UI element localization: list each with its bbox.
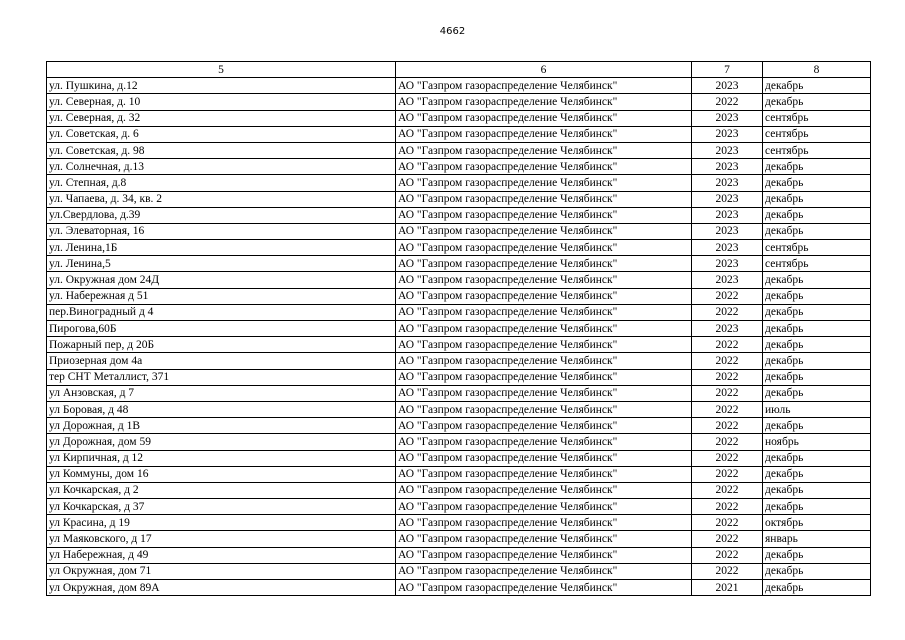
address-cell: ул Кочкарская, д 37 — [47, 499, 396, 515]
year-cell: 2023 — [692, 207, 763, 223]
column-header-year: 7 — [692, 62, 763, 78]
organization-cell: АО "Газпром газораспределение Челябинск" — [396, 580, 692, 596]
month-cell: декабрь — [763, 499, 871, 515]
address-cell: Пирогова,60Б — [47, 321, 396, 337]
year-cell: 2022 — [692, 547, 763, 563]
month-cell: декабрь — [763, 369, 871, 385]
year-cell: 2023 — [692, 223, 763, 239]
table-body — [47, 78, 871, 596]
table-row — [47, 207, 871, 223]
address-cell: ул. Ленина,5 — [47, 256, 396, 272]
table-row — [47, 482, 871, 498]
table-row — [47, 337, 871, 353]
table-row — [47, 385, 871, 401]
table-row — [47, 272, 871, 288]
organization-cell: АО "Газпром газораспределение Челябинск" — [396, 159, 692, 175]
table-row — [47, 110, 871, 126]
address-cell: Пожарный пер, д 20Б — [47, 337, 396, 353]
year-cell: 2023 — [692, 256, 763, 272]
year-cell: 2022 — [692, 466, 763, 482]
address-cell: ул. Пушкина, д.12 — [47, 78, 396, 94]
month-cell: январь — [763, 531, 871, 547]
organization-cell: АО "Газпром газораспределение Челябинск" — [396, 482, 692, 498]
organization-cell: АО "Газпром газораспределение Челябинск" — [396, 288, 692, 304]
month-cell: ноябрь — [763, 434, 871, 450]
year-cell: 2022 — [692, 385, 763, 401]
registry-table — [46, 61, 871, 596]
table-row — [47, 321, 871, 337]
address-cell: Приозерная дом 4а — [47, 353, 396, 369]
table-row — [47, 515, 871, 531]
year-cell: 2023 — [692, 321, 763, 337]
month-cell: декабрь — [763, 94, 871, 110]
table-row — [47, 175, 871, 191]
month-cell: декабрь — [763, 580, 871, 596]
year-cell: 2022 — [692, 531, 763, 547]
organization-cell: АО "Газпром газораспределение Челябинск" — [396, 207, 692, 223]
table-row — [47, 466, 871, 482]
month-cell: декабрь — [763, 288, 871, 304]
organization-cell: АО "Газпром газораспределение Челябинск" — [396, 547, 692, 563]
month-cell: декабрь — [763, 482, 871, 498]
organization-cell: АО "Газпром газораспределение Челябинск" — [396, 369, 692, 385]
month-cell: сентябрь — [763, 142, 871, 158]
year-cell: 2023 — [692, 240, 763, 256]
organization-cell: АО "Газпром газораспределение Челябинск" — [396, 321, 692, 337]
table-row — [47, 531, 871, 547]
column-header-month: 8 — [763, 62, 871, 78]
year-cell: 2022 — [692, 94, 763, 110]
year-cell: 2022 — [692, 450, 763, 466]
year-cell: 2023 — [692, 175, 763, 191]
month-cell: декабрь — [763, 223, 871, 239]
year-cell: 2022 — [692, 304, 763, 320]
address-cell: ул. Окружная дом 24Д — [47, 272, 396, 288]
year-cell: 2022 — [692, 369, 763, 385]
month-cell: декабрь — [763, 547, 871, 563]
month-cell: сентябрь — [763, 256, 871, 272]
organization-cell: АО "Газпром газораспределение Челябинск" — [396, 272, 692, 288]
organization-cell: АО "Газпром газораспределение Челябинск" — [396, 418, 692, 434]
table-row — [47, 126, 871, 142]
month-cell: декабрь — [763, 159, 871, 175]
table-row — [47, 369, 871, 385]
table-row — [47, 78, 871, 94]
address-cell: ул Боровая, д 48 — [47, 401, 396, 417]
address-cell: ул. Солнечная, д.13 — [47, 159, 396, 175]
table-row — [47, 499, 871, 515]
column-header-organization: 6 — [396, 62, 692, 78]
organization-cell: АО "Газпром газораспределение Челябинск" — [396, 466, 692, 482]
month-cell: декабрь — [763, 466, 871, 482]
year-cell: 2022 — [692, 353, 763, 369]
table-row — [47, 418, 871, 434]
month-cell: сентябрь — [763, 110, 871, 126]
table-header — [47, 62, 871, 78]
month-cell: декабрь — [763, 175, 871, 191]
year-cell: 2022 — [692, 515, 763, 531]
address-cell: ул Коммуны, дом 16 — [47, 466, 396, 482]
address-cell: тер СНТ Металлист, 371 — [47, 369, 396, 385]
organization-cell: АО "Газпром газораспределение Челябинск" — [396, 499, 692, 515]
organization-cell: АО "Газпром газораспределение Челябинск" — [396, 126, 692, 142]
address-cell: ул Кирпичная, д 12 — [47, 450, 396, 466]
organization-cell: АО "Газпром газораспределение Челябинск" — [396, 191, 692, 207]
table-row — [47, 288, 871, 304]
organization-cell: АО "Газпром газораспределение Челябинск" — [396, 94, 692, 110]
month-cell: декабрь — [763, 272, 871, 288]
year-cell: 2022 — [692, 499, 763, 515]
address-cell: ул. Степная, д.8 — [47, 175, 396, 191]
year-cell: 2022 — [692, 563, 763, 579]
month-cell: декабрь — [763, 337, 871, 353]
organization-cell: АО "Газпром газораспределение Челябинск" — [396, 515, 692, 531]
month-cell: декабрь — [763, 78, 871, 94]
month-cell: декабрь — [763, 191, 871, 207]
organization-cell: АО "Газпром газораспределение Челябинск" — [396, 563, 692, 579]
address-cell: ул. Элеваторная, 16 — [47, 223, 396, 239]
address-cell: ул Анзовская, д 7 — [47, 385, 396, 401]
organization-cell: АО "Газпром газораспределение Челябинск" — [396, 142, 692, 158]
table-row — [47, 94, 871, 110]
month-cell: декабрь — [763, 385, 871, 401]
month-cell: декабрь — [763, 353, 871, 369]
organization-cell: АО "Газпром газораспределение Челябинск" — [396, 353, 692, 369]
year-cell: 2023 — [692, 142, 763, 158]
address-cell: ул. Набережная д 51 — [47, 288, 396, 304]
month-cell: сентябрь — [763, 240, 871, 256]
address-cell: ул Набережная, д 49 — [47, 547, 396, 563]
table-row — [47, 256, 871, 272]
organization-cell: АО "Газпром газораспределение Челябинск" — [396, 401, 692, 417]
organization-cell: АО "Газпром газораспределение Челябинск" — [396, 531, 692, 547]
organization-cell: АО "Газпром газораспределение Челябинск" — [396, 223, 692, 239]
address-cell: ул Дорожная, дом 59 — [47, 434, 396, 450]
organization-cell: АО "Газпром газораспределение Челябинск" — [396, 450, 692, 466]
month-cell: июль — [763, 401, 871, 417]
table-row — [47, 563, 871, 579]
organization-cell: АО "Газпром газораспределение Челябинск" — [396, 175, 692, 191]
address-cell: ул Красина, д 19 — [47, 515, 396, 531]
year-cell: 2022 — [692, 434, 763, 450]
column-header-address: 5 — [47, 62, 396, 78]
address-cell: ул. Северная, д. 32 — [47, 110, 396, 126]
year-cell: 2023 — [692, 78, 763, 94]
month-cell: декабрь — [763, 321, 871, 337]
address-cell: ул. Северная, д. 10 — [47, 94, 396, 110]
year-cell: 2023 — [692, 126, 763, 142]
organization-cell: АО "Газпром газораспределение Челябинск" — [396, 337, 692, 353]
table-row — [47, 304, 871, 320]
address-cell: ул Окружная, дом 89А — [47, 580, 396, 596]
table-row — [47, 353, 871, 369]
organization-cell: АО "Газпром газораспределение Челябинск" — [396, 434, 692, 450]
organization-cell: АО "Газпром газораспределение Челябинск" — [396, 110, 692, 126]
organization-cell: АО "Газпром газораспределение Челябинск" — [396, 385, 692, 401]
year-cell: 2023 — [692, 272, 763, 288]
table-row — [47, 580, 871, 596]
address-cell: пер.Виноградный д 4 — [47, 304, 396, 320]
address-cell: ул.Свердлова, д.39 — [47, 207, 396, 223]
table-row — [47, 159, 871, 175]
year-cell: 2022 — [692, 482, 763, 498]
table-row — [47, 401, 871, 417]
month-cell: сентябрь — [763, 126, 871, 142]
year-cell: 2022 — [692, 337, 763, 353]
year-cell: 2022 — [692, 401, 763, 417]
year-cell: 2021 — [692, 580, 763, 596]
address-cell: ул. Советская, д. 98 — [47, 142, 396, 158]
address-cell: ул Маяковского, д 17 — [47, 531, 396, 547]
year-cell: 2023 — [692, 159, 763, 175]
month-cell: декабрь — [763, 450, 871, 466]
year-cell: 2023 — [692, 110, 763, 126]
table-row — [47, 142, 871, 158]
table-row — [47, 547, 871, 563]
year-cell: 2023 — [692, 191, 763, 207]
month-cell: декабрь — [763, 563, 871, 579]
organization-cell: АО "Газпром газораспределение Челябинск" — [396, 304, 692, 320]
table-row — [47, 191, 871, 207]
year-cell: 2022 — [692, 418, 763, 434]
header-row — [47, 62, 871, 78]
organization-cell: АО "Газпром газораспределение Челябинск" — [396, 78, 692, 94]
address-cell: ул Дорожная, д 1В — [47, 418, 396, 434]
table-row — [47, 223, 871, 239]
month-cell: декабрь — [763, 207, 871, 223]
address-cell: ул. Советская, д. 6 — [47, 126, 396, 142]
address-cell: ул Кочкарская, д 2 — [47, 482, 396, 498]
month-cell: октябрь — [763, 515, 871, 531]
table-row — [47, 434, 871, 450]
organization-cell: АО "Газпром газораспределение Челябинск" — [396, 240, 692, 256]
address-cell: ул Окружная, дом 71 — [47, 563, 396, 579]
organization-cell: АО "Газпром газораспределение Челябинск" — [396, 256, 692, 272]
page-number: 4662 — [439, 26, 466, 37]
month-cell: декабрь — [763, 304, 871, 320]
year-cell: 2022 — [692, 288, 763, 304]
address-cell: ул. Ленина,1Б — [47, 240, 396, 256]
table-row — [47, 450, 871, 466]
address-cell: ул. Чапаева, д. 34, кв. 2 — [47, 191, 396, 207]
table-row — [47, 240, 871, 256]
month-cell: декабрь — [763, 418, 871, 434]
